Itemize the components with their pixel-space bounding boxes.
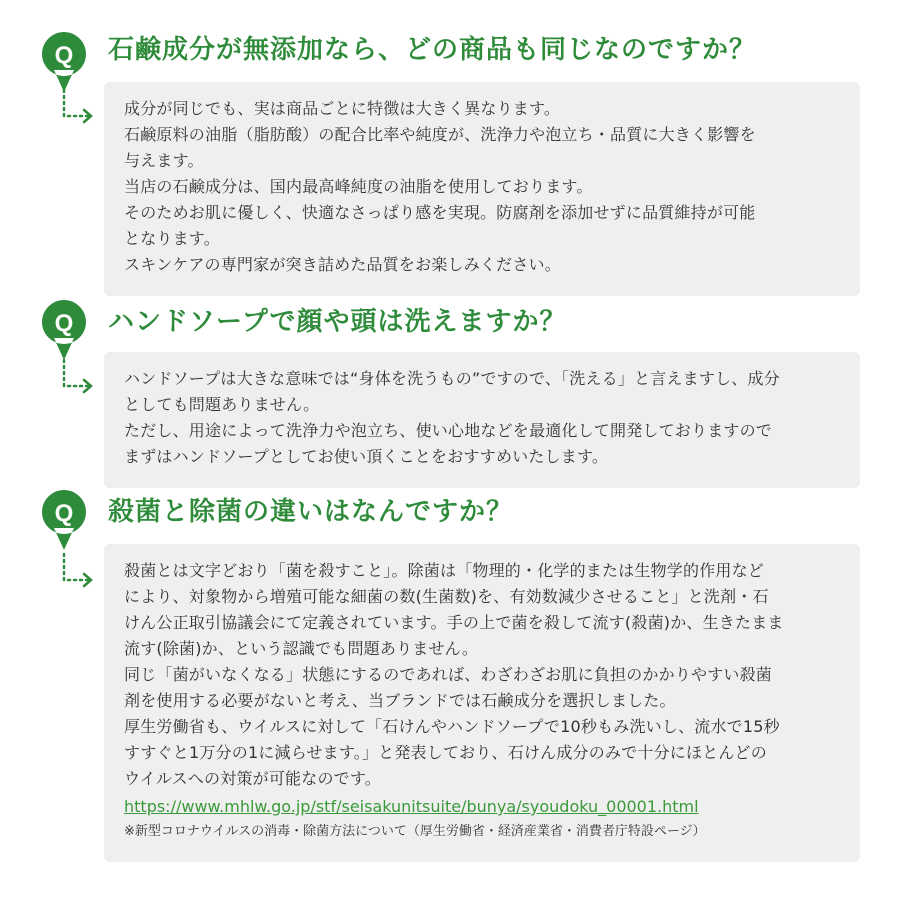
- answer-line: としても問題ありません。: [124, 395, 320, 414]
- dotted-arrow-icon: [60, 552, 96, 592]
- answer-line: 石鹸原料の油脂（脂肪酸）の配合比率や純度が、洗浄力や泡立ち・品質に大きく影響を: [124, 125, 756, 144]
- answer-line: まずはハンドソープとしてお使い頂くことをおすすめいたします。: [124, 447, 609, 466]
- dotted-arrow-icon: [60, 88, 96, 128]
- answer-line: となります。: [124, 229, 220, 248]
- answer-line: ハンドソープは大きな意味では“身体を洗うもの”ですので、「洗える」と言えますし、成分: [124, 369, 780, 388]
- answer-line: 厚生労働省も、ウイルスに対して「石けんやハンドソープで10秒もみ洗いし、流水で15秒: [124, 717, 780, 736]
- answer-line: 殺菌とは文字どおり「菌を殺すこと」。除菌は「物理的・化学的または生物学的作用など: [124, 561, 765, 580]
- answer-line: ウイルスへの対策が可能なのです。: [124, 769, 381, 788]
- source-note: ※新型コロナウイルスの消毒・除菌方法について（厚生労働省・経済産業省・消費者庁特設ページ）: [124, 824, 706, 839]
- answer-line: けん公正取引協議会にて定義されています。手の上で菌を殺して流す(殺菌)か、生きたまま: [124, 613, 784, 632]
- answer-line: 流す(除菌)か、という認識でも問題ありません。: [124, 639, 479, 658]
- q-badge-icon: [40, 298, 88, 362]
- answer-box-1: [104, 82, 860, 296]
- answer-line: 剤を使用する必要がないと考え、当ブランドでは石鹸成分を選択しました。: [124, 691, 676, 710]
- q-badge-icon: [40, 30, 88, 94]
- svg-text:Q: Q: [54, 500, 74, 527]
- answer-line: スキンケアの専門家が突き詰めた品質をお楽しみください。: [124, 255, 561, 274]
- answer-box-2: [104, 352, 860, 488]
- answer-line: 与えます。: [124, 151, 204, 170]
- question-title-1: 石鹸成分が無添加なら、どの商品も同じなのですか？: [108, 35, 757, 65]
- answer-line: そのためお肌に優しく、快適なさっぱり感を実現。防腐剤を添加せずに品質維持が可能: [124, 203, 756, 222]
- svg-text:Q: Q: [54, 42, 74, 69]
- question-title-2: ハンドソープで顔や頭は洗えますか？: [108, 307, 567, 337]
- answer-box-3: [104, 544, 860, 862]
- svg-text:Q: Q: [54, 310, 74, 337]
- question-title-3: 殺菌と除菌の違いはなんですか？: [108, 497, 514, 527]
- dotted-arrow-icon: [60, 358, 96, 398]
- mhlw-link[interactable]: https://www.mhlw.go.jp/stf/seisakunitsuite/bunya/syoudoku_00001.html: [124, 797, 699, 816]
- q-badge-icon: [40, 488, 88, 552]
- answer-line: 成分が同じでも、実は商品ごとに特徴は大きく異なります。: [124, 99, 561, 118]
- answer-line: により、対象物から増殖可能な細菌の数(生菌数)を、有効数減少させること」と洗剤・石: [124, 587, 769, 606]
- answer-line: ただし、用途によって洗浄力や泡立ち、使い心地などを最適化して開発しておりますので: [124, 421, 773, 440]
- answer-line: 当店の石鹸成分は、国内最高峰純度の油脂を使用しております。: [124, 177, 593, 196]
- answer-line: 同じ「菌がいなくなる」状態にするのであれば、わざわざお肌に負担のかかりやすい殺菌: [124, 665, 773, 684]
- answer-line: すすぐと1万分の1に減らせます。」と発表しており、石けん成分のみで十分にほとんどの: [124, 743, 767, 762]
